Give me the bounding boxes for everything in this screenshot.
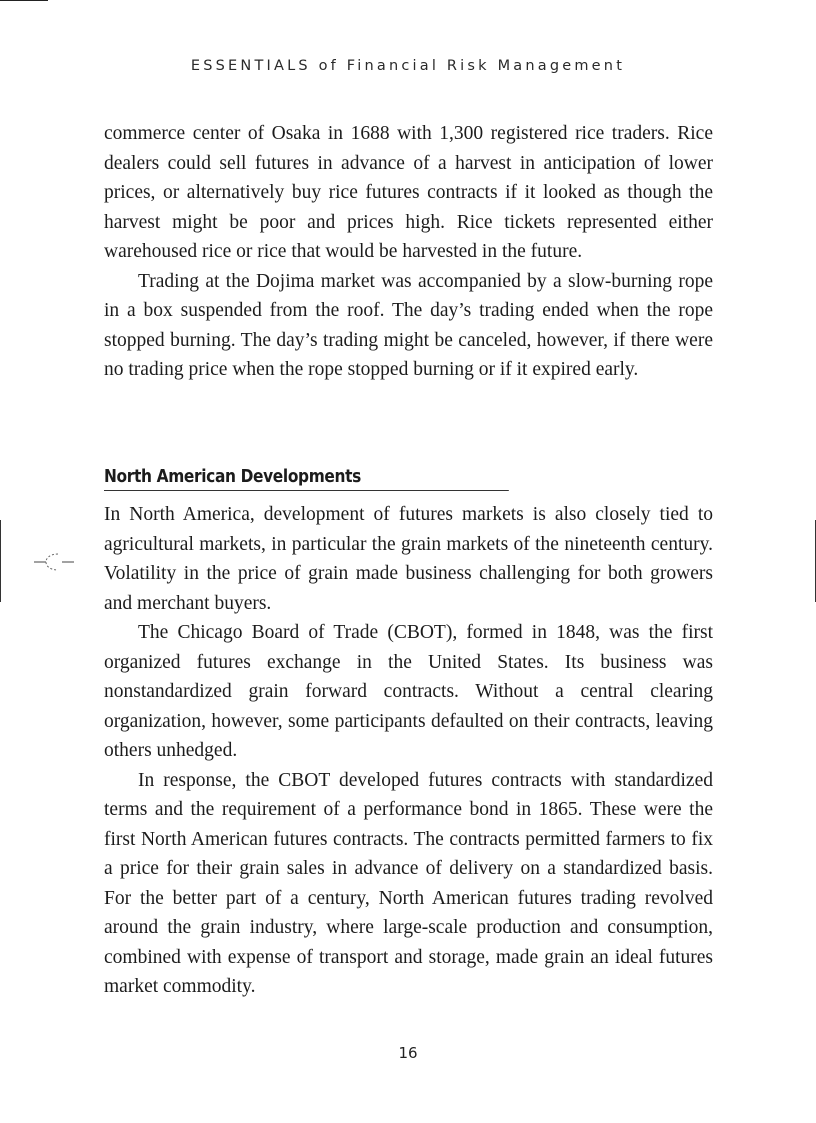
registration-mark-icon — [28, 548, 80, 574]
paragraph-cbot-formed: The Chicago Board of Trade (CBOT), formed in 1848, was the first organized futures exchange in the United States. Its business was nonstandardized grain forward contracts. Without a central clearing organization, however, some participants defaulted on their contracts, leaving others unhedged. — [104, 622, 713, 761]
running-head: ESSENTIALS of Financial Risk Management — [190, 58, 626, 74]
body-text-section — [104, 500, 713, 1002]
paragraph-dojima-rope: Trading at the Dojima market was accompanied by a slow-burning rope in a box suspended from the roof. The day’s trading ended when the rope stopped burning. The day’s trading might be canceled, however, if there were no trading price when the rope stopped burning or if it expired early. — [104, 270, 713, 380]
body-text-top — [104, 119, 713, 385]
left-margin-rule — [0, 520, 1, 602]
paragraph-cbot-standardized: In response, the CBOT developed futures contracts with standardized terms and the requirement of a performance bond in 1865. These were the first North American futures contracts. The contracts permitted farmers to fix a price for their grain sales in advance of delivery on a standardized basis. For the better part of a century, North American futures trading revolved around the grain industry, where large-scale production and consumption, combined with expense of transport and storage, made grain an ideal futures market commodity. — [104, 769, 713, 997]
top-corner-rule — [0, 0, 48, 1]
section-heading: North American Developments — [104, 464, 509, 491]
paragraph-osaka-rice: commerce center of Osaka in 1688 with 1,300 registered rice traders. Rice dealers could sell futures in advance of a harvest in anticipation of lower prices, or alternatively buy rice futures contracts if it looked as though the harvest might be poor and prices high. Rice tickets represented either warehoused rice or rice that would be harvested in the future. — [104, 123, 713, 262]
page-number: 16 — [398, 1044, 418, 1062]
paragraph-north-america-intro: In North America, development of futures markets is also closely tied to agricultural markets, in particular the grain markets of the nineteenth century. Volatility in the price of grain made business challenging for both growers and merchant buyers. — [104, 504, 713, 614]
